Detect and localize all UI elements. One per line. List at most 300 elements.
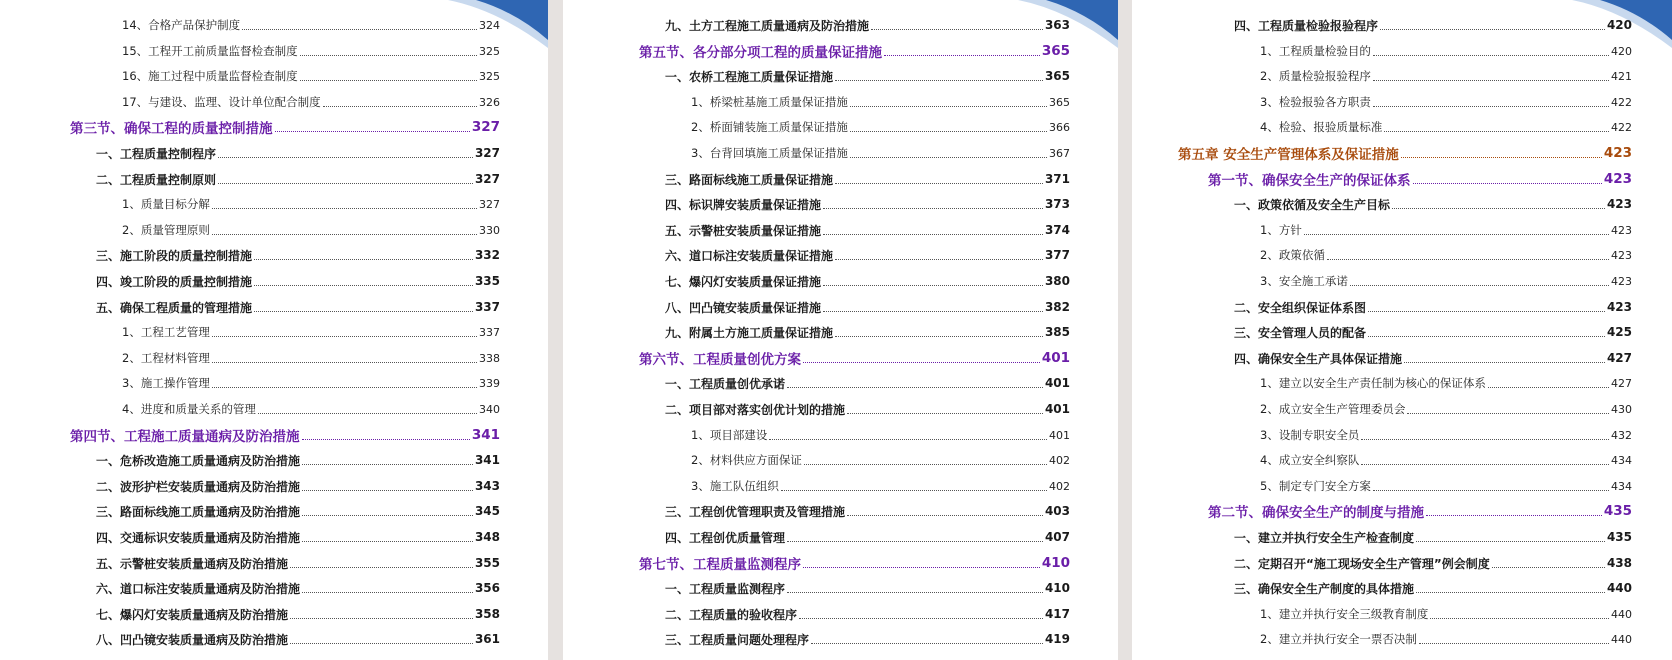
toc-page-number: 377 [1044, 248, 1070, 262]
document-page-3 [1132, 0, 1672, 660]
toc-page-number: 371 [1044, 172, 1070, 186]
toc-page-number: 385 [1044, 325, 1070, 339]
toc-entry[interactable] [665, 167, 1070, 191]
toc-page-number: 337 [474, 300, 500, 314]
toc-page-number: 325 [479, 69, 500, 83]
toc-page-number: 421 [1611, 69, 1632, 83]
toc-entry[interactable] [665, 627, 1070, 651]
toc-entry[interactable] [96, 448, 500, 472]
toc-entry[interactable] [639, 39, 1070, 63]
toc-page-number: 402 [1049, 453, 1070, 467]
toc-dot-leader [781, 490, 1047, 491]
toc-dot-leader [254, 311, 473, 312]
toc-entry[interactable] [96, 602, 500, 626]
toc-entry-title: 第二节、确保安全生产的制度与措施 [1208, 505, 1424, 521]
toc-page-number: 440 [1611, 632, 1632, 646]
toc-entry-title: 四、标识牌安装质量保证措施 [665, 197, 822, 212]
toc-entry[interactable] [665, 295, 1070, 319]
toc-entry[interactable] [665, 192, 1070, 216]
toc-page-number: 345 [474, 504, 500, 518]
toc-entry[interactable] [691, 141, 1070, 165]
toc-dot-leader [1361, 439, 1609, 440]
toc-entry[interactable] [122, 218, 500, 242]
toc-entry-title: 3、施工操作管理 [122, 376, 210, 390]
toc-dot-leader [302, 592, 473, 593]
toc-dot-leader [835, 183, 1043, 184]
toc-entry[interactable] [1234, 13, 1632, 37]
toc-entry-title: 第三节、确保工程的质量控制措施 [70, 121, 273, 137]
toc-dot-leader [1492, 567, 1605, 568]
toc-entry[interactable] [96, 141, 500, 165]
toc-entry[interactable] [665, 13, 1070, 37]
toc-dot-leader [850, 131, 1047, 132]
toc-dot-leader [871, 29, 1043, 30]
toc-entry[interactable] [1260, 64, 1632, 88]
toc-entry-title: 一、危桥改造施工质量通病及防治措施 [96, 453, 301, 468]
toc-entry-title: 5、制定专门安全方案 [1260, 479, 1371, 493]
toc-dot-leader [1416, 541, 1605, 542]
toc-page-number: 403 [1044, 504, 1070, 518]
toc-entry[interactable] [1260, 474, 1632, 498]
toc-page-number: 363 [1044, 18, 1070, 32]
toc-dot-leader [1373, 490, 1609, 491]
toc-entry-title: 九、附属土方施工质量保证措施 [665, 325, 834, 340]
toc-entry-title: 二、波形护栏安装质量通病及防治措施 [96, 479, 301, 494]
toc-page-number: 374 [1044, 223, 1070, 237]
toc-entry-title: 一、农桥工程施工质量保证措施 [665, 69, 834, 84]
toc-dot-leader [1368, 336, 1605, 337]
toc-entry-title: 六、道口标注安装质量保证措施 [665, 248, 834, 263]
toc-page-number: 417 [1044, 607, 1070, 621]
toc-page-number: 435 [1603, 503, 1632, 519]
toc-dot-leader [290, 567, 473, 568]
toc-page-number: 402 [1049, 479, 1070, 493]
toc-page-number: 423 [1611, 223, 1632, 237]
toc-page-number: 365 [1041, 43, 1070, 59]
toc-entry[interactable] [96, 551, 500, 575]
toc-entry[interactable] [1260, 371, 1632, 395]
toc-dot-leader [258, 413, 477, 414]
toc-entry[interactable] [665, 269, 1070, 293]
toc-dot-leader [850, 106, 1047, 107]
toc-dot-leader [254, 259, 473, 260]
toc-entry-title: 五、示警桩安装质量保证措施 [665, 223, 822, 238]
toc-dot-leader [1430, 618, 1609, 619]
toc-entry[interactable] [691, 90, 1070, 114]
toc-page-number: 358 [474, 607, 500, 621]
toc-entry-title: 1、建立并执行安全三级教育制度 [1260, 607, 1429, 621]
toc-page-number: 335 [474, 274, 500, 288]
toc-page-number: 432 [1611, 428, 1632, 442]
toc-entry[interactable] [1234, 525, 1632, 549]
toc-dot-leader [787, 387, 1043, 388]
toc-page-number: 337 [479, 325, 500, 339]
toc-entry-title: 一、政策依循及安全生产目标 [1234, 197, 1391, 212]
toc-dot-leader [1401, 157, 1602, 158]
toc-page-number: 355 [474, 556, 500, 570]
toc-entry[interactable] [96, 525, 500, 549]
toc-page-number: 420 [1606, 18, 1632, 32]
toc-dot-leader [1419, 643, 1609, 644]
toc-entry-title: 五、示警桩安装质量通病及防治措施 [96, 556, 289, 571]
toc-page-number: 343 [474, 479, 500, 493]
toc-entry[interactable] [96, 295, 500, 319]
toc-dot-leader [803, 567, 1040, 568]
toc-entry[interactable] [1260, 115, 1632, 139]
toc-page-number: 401 [1044, 402, 1070, 416]
toc-dot-leader [302, 439, 470, 440]
toc-dot-leader [254, 285, 473, 286]
toc-entry[interactable] [70, 115, 500, 139]
toc-entry[interactable] [1234, 346, 1632, 370]
toc-dot-leader [804, 464, 1047, 465]
toc-page-number: 420 [1611, 44, 1632, 58]
toc-dot-leader [823, 311, 1043, 312]
toc-entry[interactable] [122, 90, 500, 114]
toc-page-number: 330 [479, 223, 500, 237]
toc-entry-title: 16、施工过程中质量监督检查制度 [122, 69, 298, 83]
toc-entry-title: 二、工程质量的验收程序 [665, 607, 798, 622]
toc-page-number: 332 [474, 248, 500, 262]
toc-entry[interactable] [70, 423, 500, 447]
toc-entry-title: 4、成立安全纠察队 [1260, 453, 1360, 467]
document-page-1 [0, 0, 548, 660]
toc-page-number: 427 [1606, 351, 1632, 365]
toc-dot-leader [212, 362, 477, 363]
toc-entry[interactable] [1260, 627, 1632, 651]
toc-page-number: 341 [471, 427, 500, 443]
toc-page-number: 326 [479, 95, 500, 109]
toc-entry[interactable] [96, 474, 500, 498]
toc-page-number: 373 [1044, 197, 1070, 211]
toc-entry[interactable] [1234, 576, 1632, 600]
document-page-2 [563, 0, 1118, 660]
toc-entry-title: 六、道口标注安装质量通病及防治措施 [96, 581, 301, 596]
toc-page-number: 425 [1606, 325, 1632, 339]
toc-entry[interactable] [665, 397, 1070, 421]
toc-entry[interactable] [96, 576, 500, 600]
toc-entry[interactable] [122, 397, 500, 421]
toc-entry-title: 三、施工阶段的质量控制措施 [96, 248, 253, 263]
toc-page-number: 423 [1611, 274, 1632, 288]
toc-entry[interactable] [665, 64, 1070, 88]
toc-entry[interactable] [665, 218, 1070, 242]
toc-entry-title: 3、台背回填施工质量保证措施 [691, 146, 848, 160]
toc-entry[interactable] [1260, 602, 1632, 626]
toc-entry[interactable] [639, 551, 1070, 575]
toc-entry-title: 第四节、工程施工质量通病及防治措施 [70, 429, 300, 445]
toc-page-number: 348 [474, 530, 500, 544]
toc-page-number: 410 [1041, 555, 1070, 571]
toc-entry-title: 2、材料供应方面保证 [691, 453, 802, 467]
toc-entry[interactable] [1260, 90, 1632, 114]
toc-dot-leader [1416, 592, 1605, 593]
toc-entry[interactable] [1260, 269, 1632, 293]
toc-entry[interactable] [691, 448, 1070, 472]
toc-dot-leader [1404, 362, 1605, 363]
toc-page-number: 440 [1611, 607, 1632, 621]
toc-entry-title: 3、设制专职安全员 [1260, 428, 1360, 442]
toc-entry[interactable] [665, 243, 1070, 267]
toc-entry-title: 14、合格产品保护制度 [122, 18, 241, 32]
toc-page-number: 430 [1611, 402, 1632, 416]
toc-entry-title: 1、工程工艺管理 [122, 325, 210, 339]
toc-entry[interactable] [122, 320, 500, 344]
toc-entry[interactable] [691, 115, 1070, 139]
toc-entry[interactable] [122, 39, 500, 63]
toc-page-number: 339 [479, 376, 500, 390]
toc-entry[interactable] [665, 525, 1070, 549]
toc-entry-title: 2、政策依循 [1260, 248, 1325, 262]
toc-entry[interactable] [639, 346, 1070, 370]
toc-entry-title: 五、确保工程质量的管理措施 [96, 300, 253, 315]
toc-dot-leader [242, 29, 477, 30]
toc-entry[interactable] [1178, 141, 1632, 165]
toc-entry-title: 三、路面标线施工质量保证措施 [665, 172, 834, 187]
toc-entry-title: 1、建立以安全生产责任制为核心的保证体系 [1260, 376, 1486, 390]
toc-dot-leader [300, 55, 477, 56]
toc-entry[interactable] [1260, 243, 1632, 267]
toc-page-number: 327 [474, 172, 500, 186]
toc-entry[interactable] [96, 499, 500, 523]
toc-page-number: 438 [1606, 556, 1632, 570]
toc-dot-leader [275, 131, 470, 132]
toc-page-number: 422 [1611, 95, 1632, 109]
toc-dot-leader [884, 55, 1040, 56]
toc-page-number: 422 [1611, 120, 1632, 134]
toc-entry-title: 15、工程开工前质量监督检查制度 [122, 44, 298, 58]
toc-page-number: 327 [474, 146, 500, 160]
toc-page-number: 382 [1044, 300, 1070, 314]
toc-entry-title: 2、工程材料管理 [122, 351, 210, 365]
toc-entry-title: 2、桥面铺装施工质量保证措施 [691, 120, 848, 134]
toc-entry[interactable] [122, 13, 500, 37]
toc-entry-title: 三、安全管理人员的配备 [1234, 325, 1367, 340]
toc-page-number: 324 [479, 18, 500, 32]
toc-page-number: 338 [479, 351, 500, 365]
toc-entry-title: 第五章 安全生产管理体系及保证措施 [1178, 147, 1399, 163]
toc-dot-leader [1426, 515, 1602, 516]
toc-entry-title: 2、成立安全生产管理委员会 [1260, 402, 1406, 416]
toc-dot-leader [302, 515, 473, 516]
toc-entry-title: 3、安全施工承诺 [1260, 274, 1348, 288]
toc-page-number: 401 [1044, 376, 1070, 390]
toc-entry-title: 三、工程质量问题处理程序 [665, 632, 810, 647]
toc-page-number: 434 [1611, 453, 1632, 467]
toc-page-number: 419 [1044, 632, 1070, 646]
toc-page-number: 435 [1606, 530, 1632, 544]
toc-dot-leader [769, 439, 1047, 440]
toc-entry-title: 4、进度和质量关系的管理 [122, 402, 256, 416]
toc-entry[interactable] [665, 576, 1070, 600]
toc-dot-leader [835, 259, 1043, 260]
toc-entry-title: 17、与建设、监理、设计单位配合制度 [122, 95, 321, 109]
toc-dot-leader [1373, 55, 1609, 56]
toc-page-number: 356 [474, 581, 500, 595]
toc-entry[interactable] [1208, 499, 1632, 523]
toc-dot-leader [212, 387, 477, 388]
toc-page-number: 427 [1611, 376, 1632, 390]
toc-entry-title: 七、爆闪灯安装质量保证措施 [665, 274, 822, 289]
toc-dot-leader [218, 157, 473, 158]
toc-page-number: 361 [474, 632, 500, 646]
toc-page-number: 423 [1603, 171, 1632, 187]
toc-dot-leader [1361, 464, 1609, 465]
toc-entry[interactable] [665, 499, 1070, 523]
toc-page-number: 341 [474, 453, 500, 467]
toc-dot-leader [823, 234, 1043, 235]
toc-page-number: 380 [1044, 274, 1070, 288]
toc-dot-leader [212, 234, 477, 235]
toc-entry-title: 2、质量管理原则 [122, 223, 210, 237]
toc-entry[interactable] [122, 346, 500, 370]
toc-entry[interactable] [1260, 397, 1632, 421]
toc-entry-title: 三、确保安全生产制度的具体措施 [1234, 581, 1415, 596]
toc-page-number: 407 [1044, 530, 1070, 544]
toc-dot-leader [823, 208, 1043, 209]
toc-entry-title: 四、确保安全生产具体保证措施 [1234, 351, 1403, 366]
toc-entry-title: 二、项目部对落实创优计划的措施 [665, 402, 846, 417]
toc-entry-title: 四、竣工阶段的质量控制措施 [96, 274, 253, 289]
toc-page-number: 327 [479, 197, 500, 211]
toc-entry[interactable] [665, 602, 1070, 626]
toc-dot-leader [212, 208, 477, 209]
toc-entry[interactable] [1260, 218, 1632, 242]
toc-entry-title: 2、建立并执行安全一票否决制 [1260, 632, 1417, 646]
toc-dot-leader [1413, 183, 1602, 184]
toc-dot-leader [787, 541, 1043, 542]
toc-dot-leader [1488, 387, 1609, 388]
toc-entry[interactable] [96, 627, 500, 651]
toc-entry[interactable] [1260, 39, 1632, 63]
toc-page-number: 340 [479, 402, 500, 416]
toc-dot-leader [835, 336, 1043, 337]
toc-entry-title: 一、工程质量控制程序 [96, 146, 217, 161]
toc-entry-title: 1、质量目标分解 [122, 197, 210, 211]
toc-entry[interactable] [1234, 551, 1632, 575]
toc-entry-title: 1、项目部建设 [691, 428, 768, 442]
toc-entry-title: 三、工程创优管理职责及管理措施 [665, 504, 846, 519]
toc-entry[interactable] [122, 371, 500, 395]
toc-entry-title: 2、质量检验报验程序 [1260, 69, 1371, 83]
toc-entry-title: 4、检验、报验质量标准 [1260, 120, 1383, 134]
toc-entry[interactable] [691, 423, 1070, 447]
toc-dot-leader [799, 618, 1043, 619]
toc-dot-leader [323, 106, 477, 107]
toc-entry-title: 三、路面标线施工质量通病及防治措施 [96, 504, 301, 519]
toc-entry[interactable] [665, 320, 1070, 344]
toc-entry-title: 3、施工队伍组织 [691, 479, 779, 493]
toc-entry[interactable] [1234, 192, 1632, 216]
toc-dot-leader [290, 618, 473, 619]
toc-entry[interactable] [96, 269, 500, 293]
toc-entry-title: 四、工程质量检验报验程序 [1234, 18, 1379, 33]
toc-page-number: 367 [1049, 146, 1070, 160]
toc-entry[interactable] [1260, 448, 1632, 472]
toc-entry-title: 二、安全组织保证体系图 [1234, 300, 1367, 315]
toc-dot-leader [1350, 285, 1609, 286]
toc-page-number: 365 [1044, 69, 1070, 83]
toc-entry[interactable] [1234, 320, 1632, 344]
toc-page-number: 325 [479, 44, 500, 58]
toc-dot-leader [835, 80, 1043, 81]
toc-dot-leader [302, 464, 473, 465]
toc-page-number: 423 [1606, 197, 1632, 211]
toc-entry-title: 一、工程质量监测程序 [665, 581, 786, 596]
toc-entry-title: 四、交通标识安装质量通病及防治措施 [96, 530, 301, 545]
toc-entry-title: 四、工程创优质量管理 [665, 530, 786, 545]
toc-dot-leader [1368, 311, 1605, 312]
toc-page-number: 434 [1611, 479, 1632, 493]
toc-entry-title: 1、方针 [1260, 223, 1302, 237]
toc-dot-leader [218, 183, 473, 184]
toc-dot-leader [1373, 106, 1609, 107]
toc-page-number: 423 [1611, 248, 1632, 262]
toc-dot-leader [787, 592, 1043, 593]
toc-entry[interactable] [1208, 167, 1632, 191]
toc-page-number: 410 [1044, 581, 1070, 595]
toc-entry-title: 八、凹凸镜安装质量通病及防治措施 [96, 632, 289, 647]
toc-page-number: 365 [1049, 95, 1070, 109]
toc-entry[interactable] [96, 167, 500, 191]
toc-entry-title: 二、工程质量控制原则 [96, 172, 217, 187]
toc-dot-leader [811, 643, 1043, 644]
toc-page-number: 423 [1606, 300, 1632, 314]
toc-dot-leader [290, 643, 473, 644]
toc-dot-leader [1407, 413, 1609, 414]
toc-entry[interactable] [1234, 295, 1632, 319]
toc-dot-leader [803, 362, 1040, 363]
toc-entry[interactable] [122, 192, 500, 216]
toc-page-number: 440 [1606, 581, 1632, 595]
toc-entry-title: 第一节、确保安全生产的保证体系 [1208, 173, 1411, 189]
toc-entry[interactable] [122, 64, 500, 88]
toc-entry[interactable] [665, 371, 1070, 395]
toc-entry-title: 第七节、工程质量监测程序 [639, 557, 801, 573]
toc-page-number: 366 [1049, 120, 1070, 134]
toc-dot-leader [1384, 131, 1609, 132]
toc-dot-leader [850, 157, 1047, 158]
toc-entry-title: 一、工程质量创优承诺 [665, 376, 786, 391]
toc-entry[interactable] [96, 243, 500, 267]
toc-dot-leader [1380, 29, 1605, 30]
toc-entry-title: 3、检验报验各方职责 [1260, 95, 1371, 109]
toc-entry-title: 九、土方工程施工质量通病及防治措施 [665, 18, 870, 33]
toc-entry-title: 1、桥梁桩基施工质量保证措施 [691, 95, 848, 109]
toc-page-number: 423 [1603, 145, 1632, 161]
toc-dot-leader [847, 413, 1043, 414]
toc-entry-title: 第五节、各分部分项工程的质量保证措施 [639, 45, 882, 61]
toc-page-number: 401 [1049, 428, 1070, 442]
toc-dot-leader [300, 80, 477, 81]
toc-entry-title: 八、凹凸镜安装质量保证措施 [665, 300, 822, 315]
toc-dot-leader [212, 336, 477, 337]
toc-entry-title: 1、工程质量检验目的 [1260, 44, 1371, 58]
toc-entry-title: 第六节、工程质量创优方案 [639, 352, 801, 368]
toc-entry[interactable] [691, 474, 1070, 498]
toc-dot-leader [823, 285, 1043, 286]
toc-entry[interactable] [1260, 423, 1632, 447]
toc-dot-leader [302, 490, 473, 491]
toc-entry-title: 二、定期召开“施工现场安全生产管理”例会制度 [1234, 556, 1490, 571]
toc-page-number: 401 [1041, 350, 1070, 366]
toc-dot-leader [1392, 208, 1605, 209]
toc-entry-title: 一、建立并执行安全生产检查制度 [1234, 530, 1415, 545]
toc-dot-leader [1373, 80, 1609, 81]
toc-dot-leader [1327, 259, 1609, 260]
toc-entry-title: 七、爆闪灯安装质量通病及防治措施 [96, 607, 289, 622]
toc-page-number: 327 [471, 119, 500, 135]
